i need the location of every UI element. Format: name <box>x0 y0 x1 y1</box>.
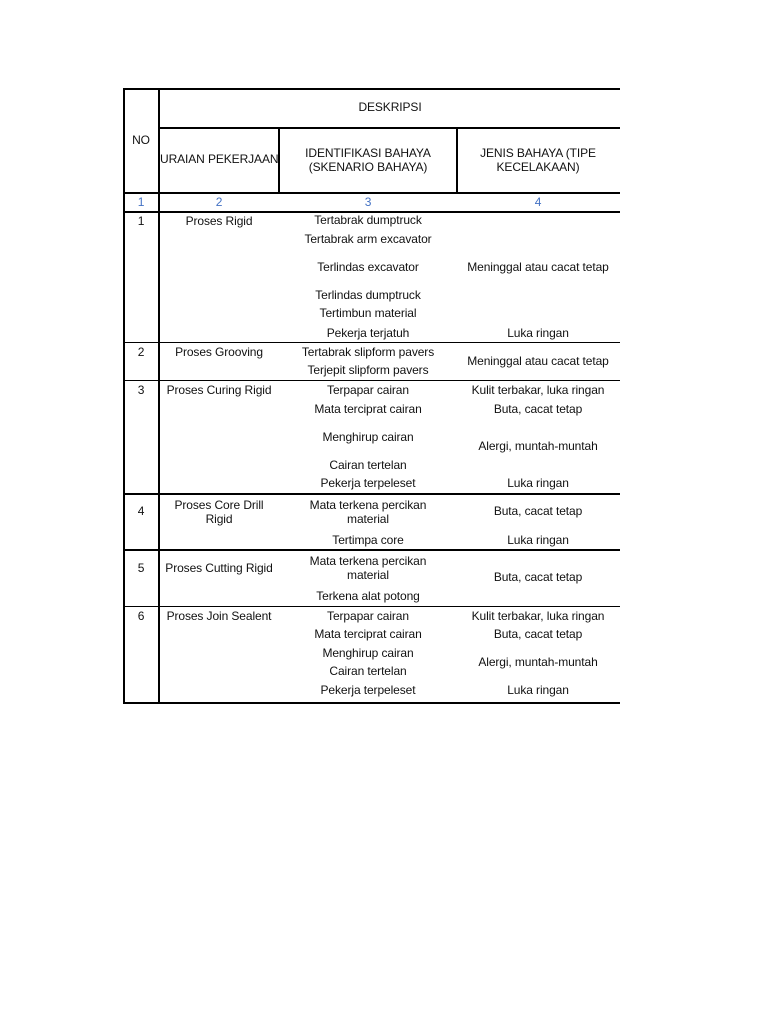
hazard-scenario: Tertimbun material <box>319 306 417 320</box>
header-bottom-border <box>123 192 620 194</box>
hazard-scenario: Cairan tertelan <box>329 458 407 472</box>
row-uraian: Proses Rigid <box>185 214 253 228</box>
row1-bottom-border <box>123 342 620 343</box>
row-no: 4 <box>137 504 145 518</box>
row5-bottom-border <box>123 606 620 607</box>
hazard-type: Buta, cacat tetap <box>493 627 583 641</box>
hazard-type: Kulit terbakar, luka ringan <box>471 609 605 623</box>
hazard-scenario: Menghirup cairan <box>322 646 414 660</box>
hazard-type: Buta, cacat tetap <box>493 402 583 416</box>
hazard-scenario: Mata terkena percikan material <box>309 554 427 582</box>
hazard-scenario: Tertabrak dumptruck <box>314 213 422 227</box>
hazard-type: Buta, cacat tetap <box>493 570 583 584</box>
row-uraian: Proses Grooving <box>175 345 263 359</box>
hazard-scenario: Tertabrak slipform pavers <box>301 345 435 359</box>
header-no: NO <box>132 133 150 147</box>
hazard-type: Alergi, muntah-muntah <box>478 655 598 669</box>
hazard-scenario: Terlindas dumptruck <box>315 288 421 302</box>
hazard-scenario: Terjepit slipform pavers <box>307 363 429 377</box>
hazard-scenario: Terlindas excavator <box>317 260 419 274</box>
col-number-4: 4 <box>534 195 542 209</box>
row-no: 2 <box>137 345 145 359</box>
hazard-type: Luka ringan <box>507 476 569 490</box>
table-bottom-border <box>123 702 620 704</box>
hazard-scenario: Mata terciprat cairan <box>314 402 422 416</box>
hazard-scenario: Cairan tertelan <box>329 664 407 678</box>
hazard-type: Meninggal atau cacat tetap <box>467 354 609 368</box>
hazard-scenario: Menghirup cairan <box>322 430 414 444</box>
row4-bottom-border <box>123 549 620 551</box>
col-number-3: 3 <box>364 195 372 209</box>
hazard-type: Kulit terbakar, luka ringan <box>471 383 605 397</box>
header-identifikasi-bahaya: IDENTIFIKASI BAHAYA (SKENARIO BAHAYA) <box>305 146 431 174</box>
hazard-scenario: Tertimpa core <box>332 533 404 547</box>
subheader-top-border <box>158 127 620 129</box>
col2-header-divider <box>278 127 280 193</box>
col-number-1: 1 <box>137 195 145 209</box>
table-top-border <box>123 88 620 90</box>
hazard-scenario: Pekerja terpeleset <box>320 476 416 490</box>
hazard-scenario: Pekerja terpeleset <box>320 683 416 697</box>
header-jenis-bahaya: JENIS BAHAYA (TIPE KECELAKAAN) <box>480 146 596 174</box>
row3-bottom-border <box>123 493 620 495</box>
hazard-type: Luka ringan <box>507 326 569 340</box>
hazard-type: Buta, cacat tetap <box>493 504 583 518</box>
row-no: 1 <box>137 214 145 228</box>
hazard-type: Luka ringan <box>507 683 569 697</box>
row-uraian: Proses Cutting Rigid <box>165 561 273 575</box>
hazard-type: Meninggal atau cacat tetap <box>467 260 609 274</box>
row-uraian: Proses Join Sealent <box>166 609 272 623</box>
row-no: 6 <box>137 609 145 623</box>
col3-header-divider <box>456 127 458 193</box>
header-uraian-pekerjaan: URAIAN PEKERJAAN <box>160 152 279 166</box>
hazard-scenario: Terpapar cairan <box>327 609 409 623</box>
hazard-scenario: Terkena alat potong <box>316 589 420 603</box>
hazard-type: Luka ringan <box>507 533 569 547</box>
hazard-scenario: Pekerja terjatuh <box>326 326 410 340</box>
row2-bottom-border <box>123 380 620 381</box>
hazard-scenario: Terpapar cairan <box>327 383 409 397</box>
row-no: 5 <box>137 561 145 575</box>
row-uraian: Proses Core Drill Rigid <box>174 498 264 526</box>
hazard-scenario: Mata terkena percikan material <box>309 498 427 526</box>
row-uraian: Proses Curing Rigid <box>166 383 272 397</box>
row-no: 3 <box>137 383 145 397</box>
hazard-scenario: Mata terciprat cairan <box>314 627 422 641</box>
col-number-2: 2 <box>215 195 223 209</box>
header-deskripsi: DESKRIPSI <box>358 100 422 114</box>
hazard-scenario: Tertabrak arm excavator <box>304 232 432 246</box>
hazard-type: Alergi, muntah-muntah <box>478 439 598 453</box>
